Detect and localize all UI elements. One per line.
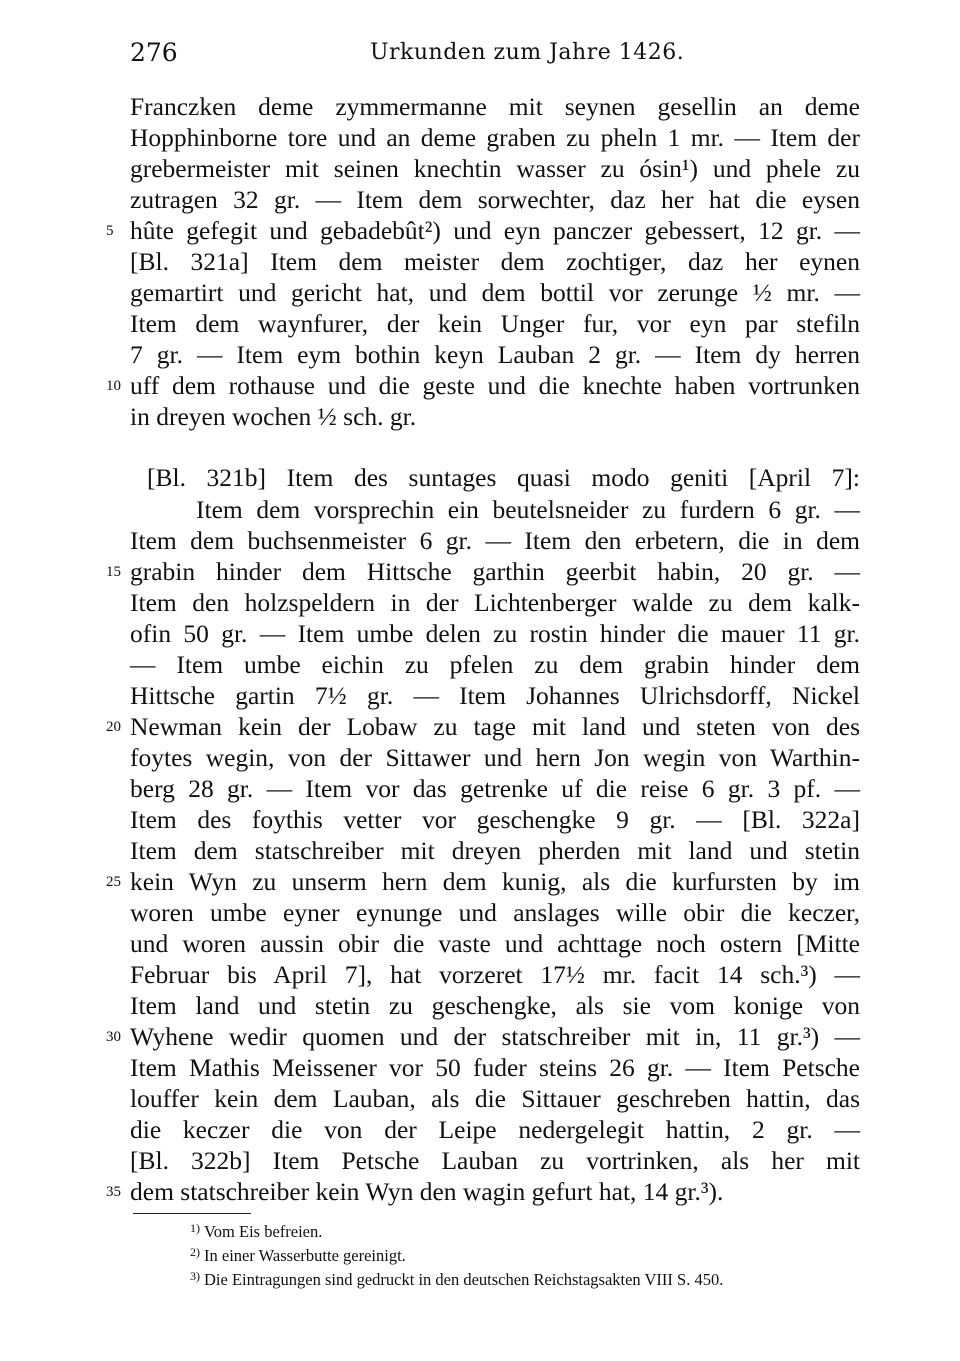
text-line: ofin 50 gr. — Item umbe delen zu rostin hinder die mauer 11 gr. — [130, 619, 860, 648]
line-number: 35 — [106, 1184, 121, 1200]
page-header — [130, 38, 860, 78]
text-line: woren umbe eyner eynunge und anslages wille obir die keczer, — [130, 898, 860, 927]
text-line: Item dem vorsprechin ein beutelsneider zu furdern 6 gr. — — [196, 495, 860, 524]
text-line: berg 28 gr. — Item vor das getrenke uf die reise 6 gr. 3 pf. — — [130, 774, 860, 803]
footnotes — [190, 1220, 880, 1292]
text-line: gemartirt und gericht hat, und dem bottil vor zerunge ½ mr. — — [130, 278, 860, 307]
text-line: louffer kein dem Lauban, als die Sittauer geschreben hattin, das — [130, 1084, 860, 1113]
text-line: Item des foythis vetter vor geschengke 9 gr. — [Bl. 322a] — [130, 805, 860, 834]
text-line: Wyhene wedir quomen und der statschreiber mit in, 11 gr.³) — — [130, 1022, 860, 1051]
text-line: Franczken deme zymmermanne mit seynen gesellin an deme — [130, 92, 860, 121]
running-title: Urkunden zum Jahre 1426. — [370, 40, 685, 65]
text-line: Item dem statschreiber mit dreyen pherden mit land und stetin — [130, 836, 860, 865]
line-number: 25 — [106, 874, 121, 890]
text-line: Item land und stetin zu geschengke, als sie vom konige von — [130, 991, 860, 1020]
text-line: Hittsche gartin 7½ gr. — Item Johannes Ulrichsdorff, Nickel — [130, 681, 860, 710]
footnote-text: Vom Eis befreien. — [204, 1222, 323, 1241]
text-line: Item Mathis Meissener vor 50 fuder steins 26 gr. — Item Petsche — [130, 1053, 860, 1082]
line-number: 10 — [106, 378, 121, 394]
footnote — [190, 1268, 880, 1292]
text-line: Item den holzspeldern in der Lichtenberger walde zu dem kalk- — [130, 588, 860, 617]
text-line: — Item umbe eichin zu pfelen zu dem grabin hinder dem — [130, 650, 860, 679]
text-line: [Bl. 321b] Item des suntages quasi modo geniti [April 7]: — [147, 463, 860, 492]
footnote-mark: 2) — [190, 1245, 200, 1259]
text-line: und woren aussin obir die vaste und achttage noch ostern [Mitte — [130, 929, 860, 958]
line-number: 15 — [106, 564, 121, 580]
text-line: die keczer die von der Leipe nedergelegit hattin, 2 gr. — — [130, 1115, 860, 1144]
text-line: Hopphinborne tore und an deme graben zu pheln 1 mr. — Item der — [130, 123, 860, 152]
footnote-text: Die Eintragungen sind gedruckt in den deutschen Reichstagsakten VIII S. 450. — [204, 1270, 724, 1289]
footnote-mark: 3) — [190, 1269, 200, 1283]
text-line: grabin hinder dem Hittsche garthin geerbit habin, 20 gr. — — [130, 557, 860, 586]
footnote — [190, 1244, 880, 1268]
text-line: zutragen 32 gr. — Item dem sorwechter, daz her hat die eysen — [130, 185, 860, 214]
text-line: kein Wyn zu unserm hern dem kunig, als die kurfursten by im — [130, 867, 860, 896]
footnote — [190, 1220, 880, 1244]
text-line: in dreyen wochen ½ sch. gr. — [130, 402, 417, 431]
text-line: [Bl. 321a] Item dem meister dem zochtiger, daz her eynen — [130, 247, 860, 276]
line-number: 20 — [106, 719, 121, 735]
text-line: foytes wegin, von der Sittawer und hern Jon wegin von Warthin- — [130, 743, 860, 772]
text-line: uff dem rothause und die geste und die knechte haben vortrunken — [130, 371, 860, 400]
footnote-text: In einer Wasserbutte gereinigt. — [204, 1246, 406, 1265]
text-line: 7 gr. — Item eym bothin keyn Lauban 2 gr. — Item dy herren — [130, 340, 860, 369]
footnote-divider — [133, 1213, 251, 1214]
text-line: Item dem buchsenmeister 6 gr. — Item den erbetern, die in dem — [130, 526, 860, 555]
text-line: grebermeister mit seinen knechtin wasser zu ósin¹) und phele zu — [130, 154, 860, 183]
footnote-mark: 1) — [190, 1221, 200, 1235]
page-number: 276 — [130, 38, 178, 67]
text-line: Item dem waynfurer, der kein Unger fur, vor eyn par stefiln — [130, 309, 860, 338]
text-line: hûte gefegit und gebadebût²) und eyn panczer gebessert, 12 gr. — — [130, 216, 860, 245]
text-line: [Bl. 322b] Item Petsche Lauban zu vortrinken, als her mit — [130, 1146, 860, 1175]
text-line: Newman kein der Lobaw zu tage mit land und steten von des — [130, 712, 860, 741]
line-number: 5 — [106, 223, 114, 239]
line-number: 30 — [106, 1029, 121, 1045]
text-line: dem statschreiber kein Wyn den wagin gefurt hat, 14 gr.³). — [130, 1177, 724, 1206]
text-line: Februar bis April 7], hat vorzeret 17½ mr. facit 14 sch.³) — — [130, 960, 860, 989]
